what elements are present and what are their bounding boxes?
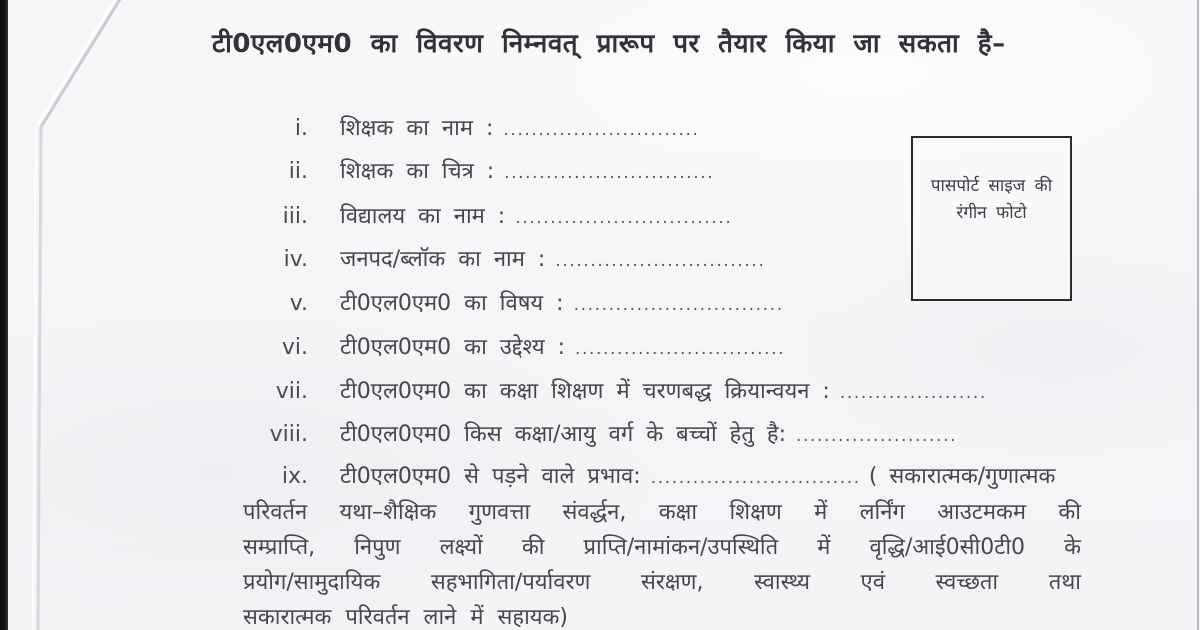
item-number: ii. [288,159,308,184]
item-number: i. [294,116,308,141]
item-label: शिक्षक का नाम : [340,116,494,141]
item-number: vii. [275,379,308,404]
item-number: v. [289,291,308,316]
item-dotted-blank: ............................ [503,120,700,140]
impact-paragraph-line: प्रयोग/सामुदायिक सहभागिता/पर्यावरण संरक्षण, स्वास्थ्य एवं स्वच्छता तथा [243,570,1081,595]
form-item-tlm-objective [240,331,785,361]
impact-paragraph-line: परिवर्तन यथा–शैक्षिक गुणवत्ता संवर्द्धन, कक्षा शिक्षण में लर्निंग आउटमकम की [243,500,1081,525]
item-number: iv. [283,247,308,272]
item-dotted-blank: .............................. [574,339,786,359]
item-dotted-blank: ............................... [515,208,733,228]
item-suffix: ( सकारात्मक/गुणात्मक [868,464,1056,489]
form-item-tlm-impact [240,460,1055,490]
form-item-school-name [240,200,732,230]
item-dotted-blank: ..................... [839,383,987,403]
item-label: टी0एल0एम0 से पड़ने वाले प्रभाव: [340,464,641,489]
item-label: विद्यालय का नाम : [340,204,506,229]
form-item-tlm-implementation [240,375,987,405]
form-item-tlm-target-class [240,418,957,448]
item-label: शिक्षक का चित्र : [340,159,495,184]
passport-photo-box [911,136,1072,301]
item-dotted-blank: .............................. [573,295,784,315]
item-label: टी0एल0एम0 का उद्देश्य : [340,335,565,360]
item-label: टी0एल0एम0 का कक्षा शिक्षण में चरणबद्ध क्रियान्वयन : [340,379,830,404]
item-number: viii. [269,422,308,447]
item-number: iii. [282,204,308,229]
impact-paragraph-line: सम्प्राप्ति, निपुण लक्ष्यों की प्राप्ति/नामांकन/उपस्थिति में वृद्धि/आई0सी0टी0 के [243,535,1081,560]
item-dotted-blank: .............................. [555,251,766,271]
page-title: टी0एल0एम0 का विवरण निम्नवत् प्रारूप पर तैयार किया जा सकता है– [212,29,1006,59]
item-dotted-blank: .............................. [504,163,715,183]
item-dotted-blank: .............................. [650,468,861,488]
item-dotted-blank: ....................... [795,426,958,446]
photo-box-label-line1: पासपोर्ट साइज की [930,175,1053,196]
form-item-teacher-photo [240,155,714,185]
item-label: टी0एल0एम0 किस कक्षा/आयु वर्ग के बच्चों हेतु है: [340,422,786,447]
impact-paragraph-line: सकारात्मक परिवर्तन लाने में सहायक) [243,605,569,630]
item-label: टी0एल0एम0 का विषय : [340,291,564,316]
form-item-tlm-subject [240,287,784,317]
item-number: vi. [281,335,308,360]
form-item-district-block [240,243,765,273]
item-label: जनपद/ब्लॉक का नाम : [340,247,546,272]
photo-box-label-line2: रंगीन फोटो [956,202,1027,223]
form-item-teacher-name [240,112,700,142]
item-number: ix. [281,464,308,489]
